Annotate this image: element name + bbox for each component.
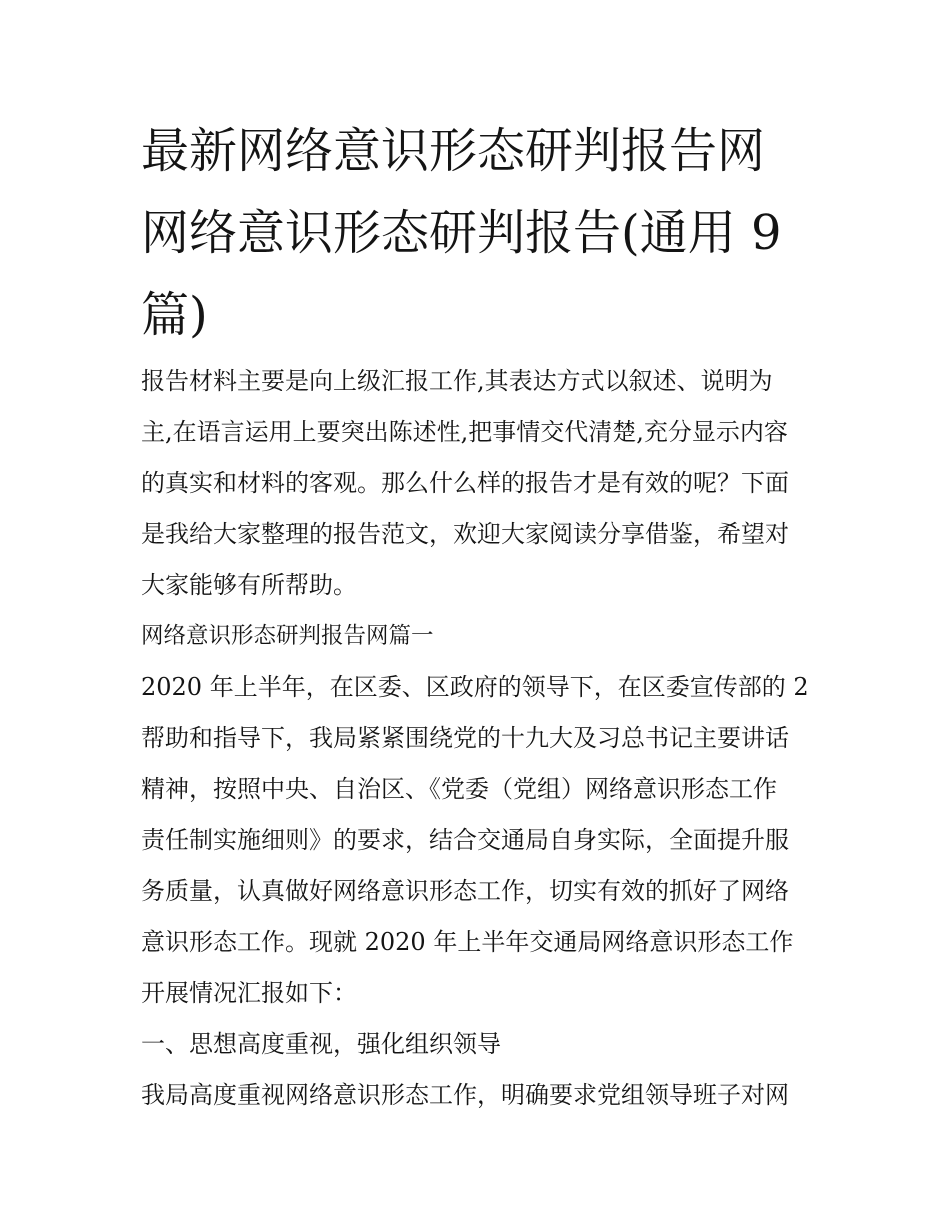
section-heading: 网络意识形态研判报告网篇一 bbox=[141, 623, 434, 649]
body-line: 报告材料主要是向上级汇报工作,其表达方式以叙述、说明为 bbox=[141, 367, 773, 395]
document-body bbox=[141, 356, 821, 1121]
subsection-heading: 一、思想高度重视，强化组织领导 bbox=[141, 1030, 501, 1058]
body-line: 的真实和材料的客观。那么什么样的报告才是有效的呢？下面 bbox=[141, 469, 789, 497]
body-line: 精神，按照中央、自治区、《党委（党组）网络意识形态工作 bbox=[141, 775, 777, 803]
title-line: 最新网络意识形态研判报告网 bbox=[141, 123, 766, 179]
title-line: 网络意识形态研判报告(通用 9 bbox=[141, 205, 782, 261]
body-line: 意识形态工作。现就 2020 年上半年交通局网络意识形态工作 bbox=[141, 928, 794, 956]
body-line: 我局高度重视网络意识形态工作，明确要求党组领导班子对网 bbox=[141, 1081, 789, 1109]
body-line: 责任制实施细则》的要求，结合交通局自身实际，全面提升服 bbox=[141, 826, 789, 854]
body-line: 2020 年上半年，在区委、区政府的领导下，在区委宣传部的 2 bbox=[141, 673, 809, 701]
title-line: 篇) bbox=[141, 287, 208, 343]
body-line: 主,在语言运用上要突出陈述性,把事情交代清楚,充分显示内容 bbox=[141, 418, 788, 446]
body-line: 务质量，认真做好网络意识形态工作，切实有效的抓好了网络 bbox=[141, 877, 789, 905]
body-line: 是我给大家整理的报告范文，欢迎大家阅读分享借鉴，希望对 bbox=[141, 520, 789, 548]
body-line: 帮助和指导下，我局紧紧围绕党的十九大及习总书记主要讲话 bbox=[141, 724, 789, 752]
body-line: 开展情况汇报如下： bbox=[141, 979, 357, 1007]
document-title bbox=[141, 110, 821, 356]
body-line: 大家能够有所帮助。 bbox=[141, 571, 357, 599]
